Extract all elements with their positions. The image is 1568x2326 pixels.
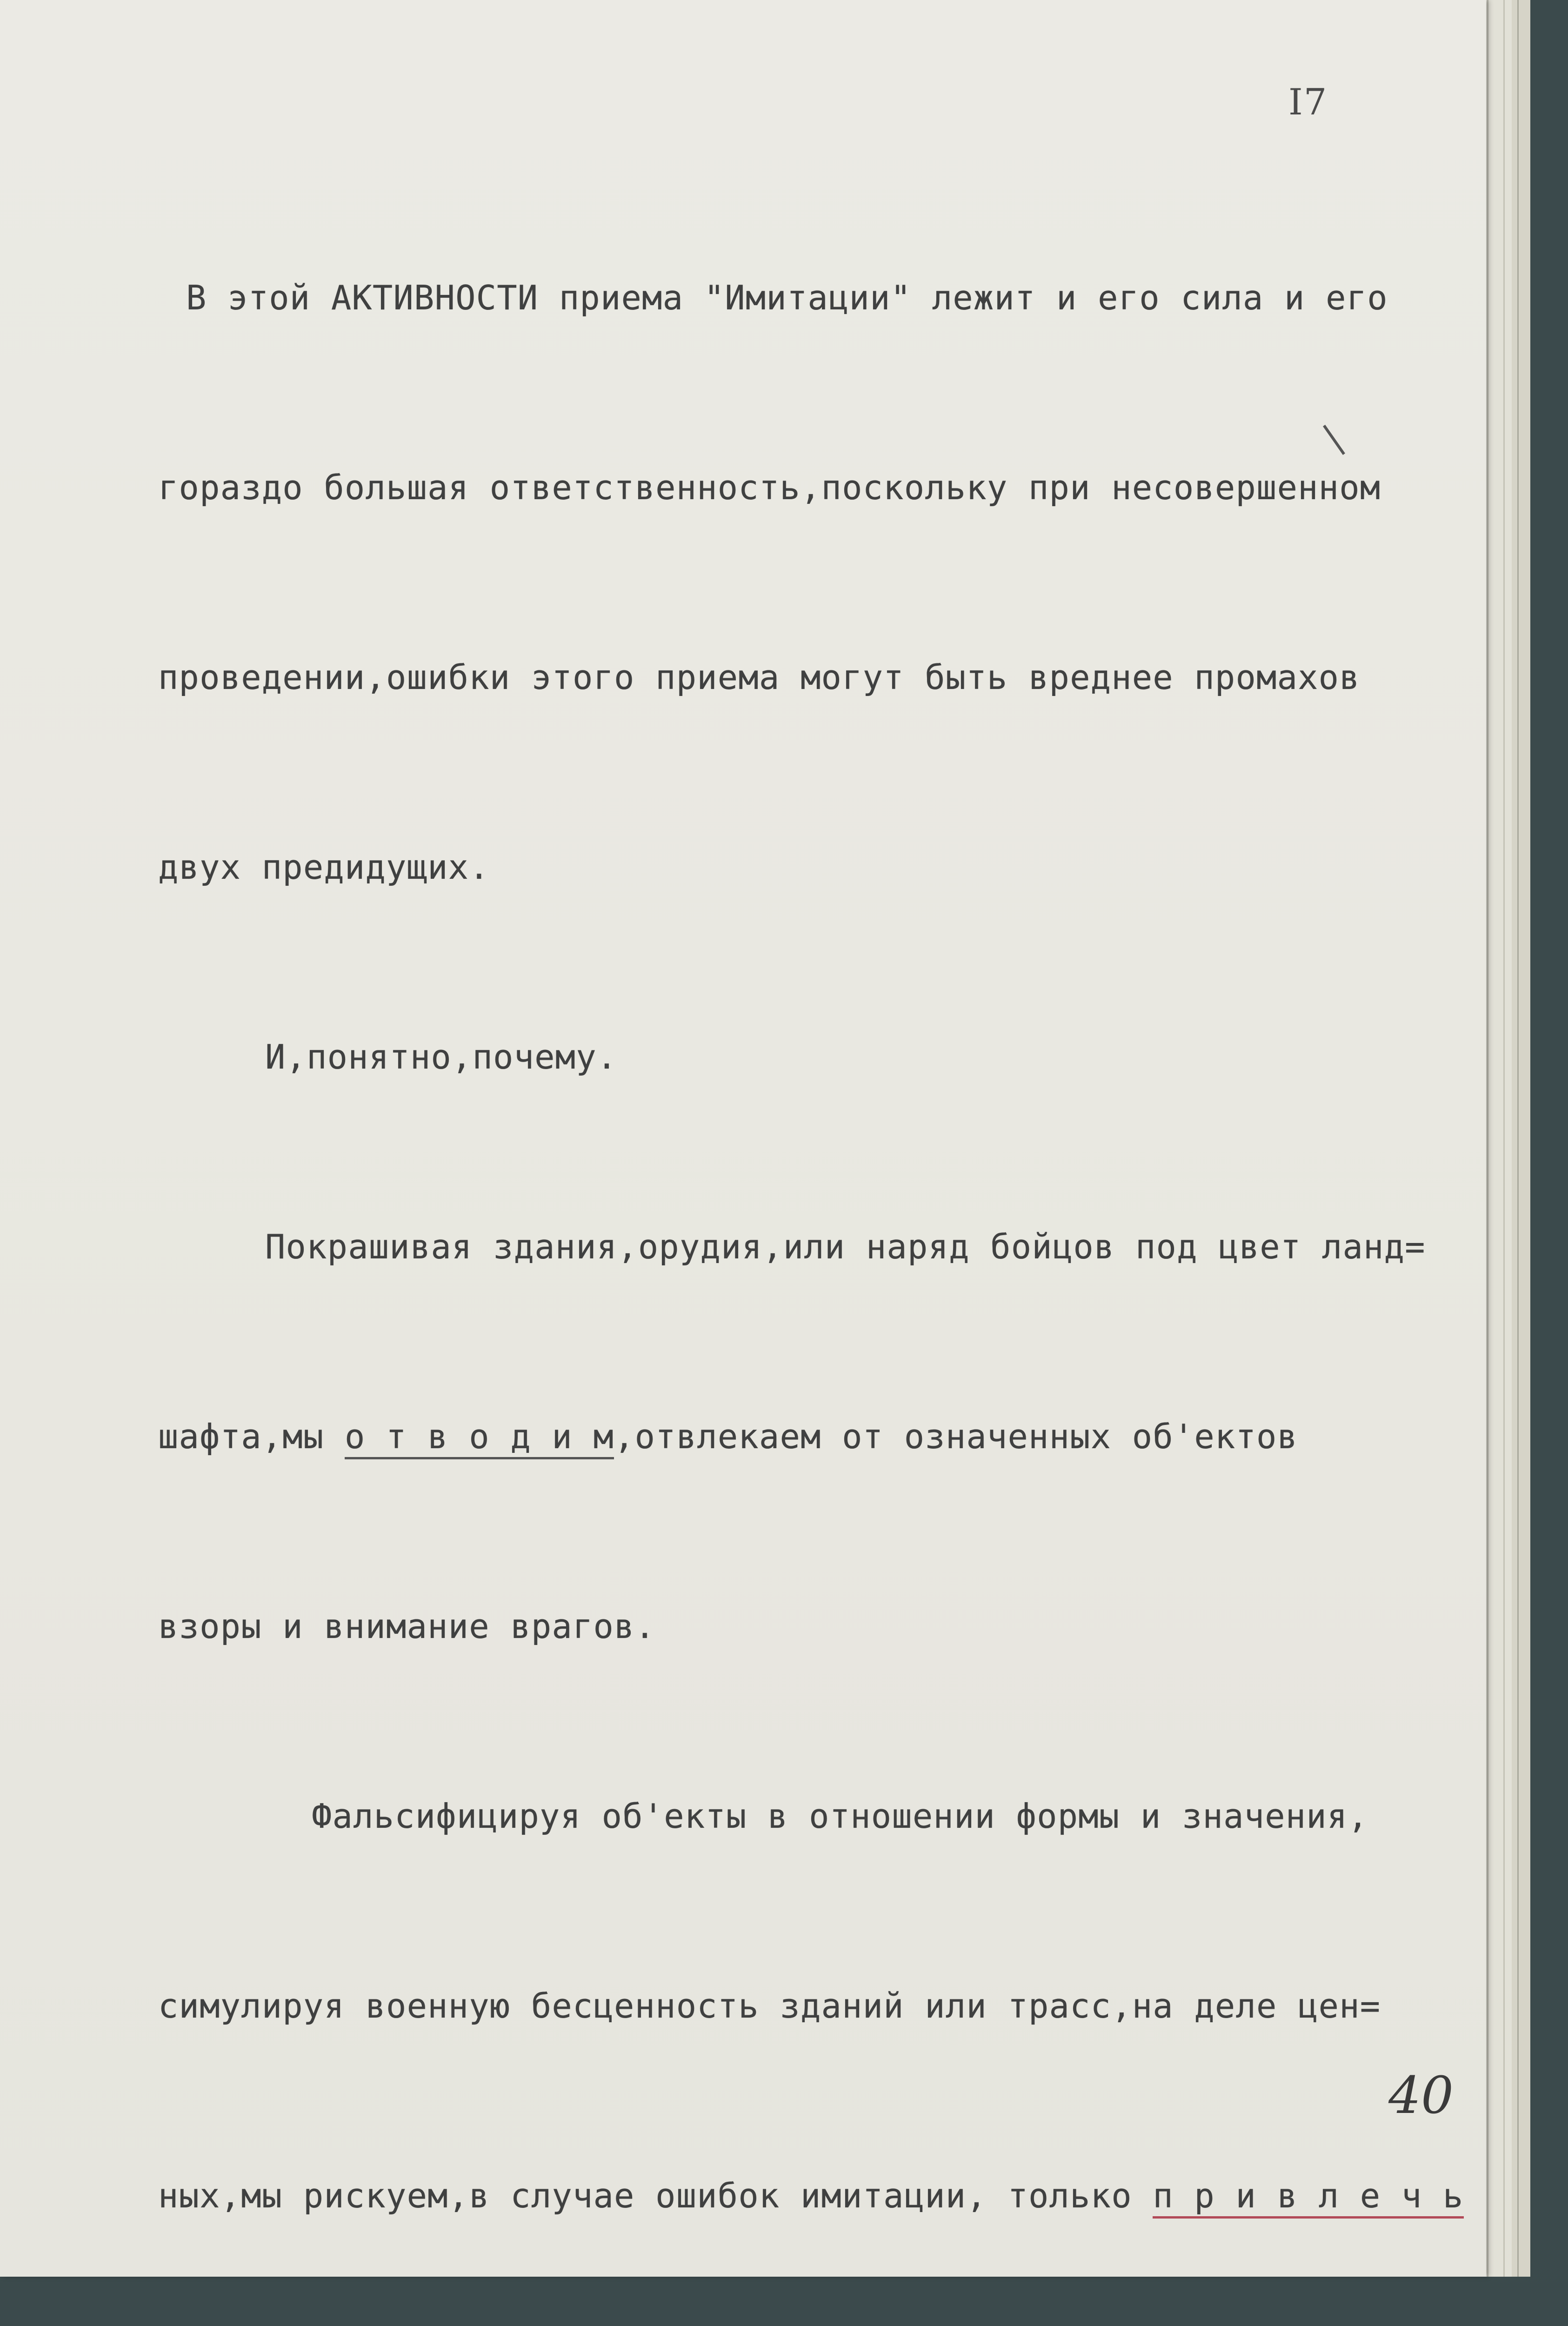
page-number: I7 [1288, 81, 1328, 123]
text-line: проведении,ошибки этого приема могут быть вреднее промахов [158, 658, 1360, 697]
text-line: гораздо большая ответственность,поскольку при несовершенном [158, 468, 1381, 507]
emphasized-word: п р и в л е ч ь [1153, 2176, 1463, 2219]
text-line: симулируя военную бесценность зданий или трасс,на деле цен= [158, 1986, 1381, 2025]
emphasized-word: о т в о д и м [345, 1417, 614, 1459]
text-line: взоры и внимание врагов. [158, 1607, 656, 1646]
handwritten-folio-number: 40 [1388, 2065, 1454, 2125]
stack-line [1517, 0, 1519, 2277]
text-line: Фальсифицируя об'екты в отношении формы и значения, [312, 1797, 1368, 1836]
text-line [158, 2164, 1464, 2227]
text-line: Покрашивая здания,орудия,или наряд бойцов под цвет ланд= [265, 1227, 1426, 1266]
text-fragment: ных,мы рискуем,в случае ошибок имитации, только [158, 2176, 1132, 2215]
text-line: В этой АКТИВНОСТИ приема "Имитации" лежит и его сила и его [186, 278, 1388, 317]
page-body [158, 140, 1464, 2326]
text-fragment: ,отвлекаем от означенных об'ектов [614, 1417, 1298, 1456]
text-line: И,понятно,почему. [265, 1037, 618, 1076]
stack-line [1487, 0, 1488, 2277]
text-fragment: шафта,мы [158, 1417, 324, 1456]
text-line: двух предидущих. [158, 848, 490, 887]
text-line [158, 1405, 1433, 1468]
stack-line [1503, 0, 1505, 2277]
